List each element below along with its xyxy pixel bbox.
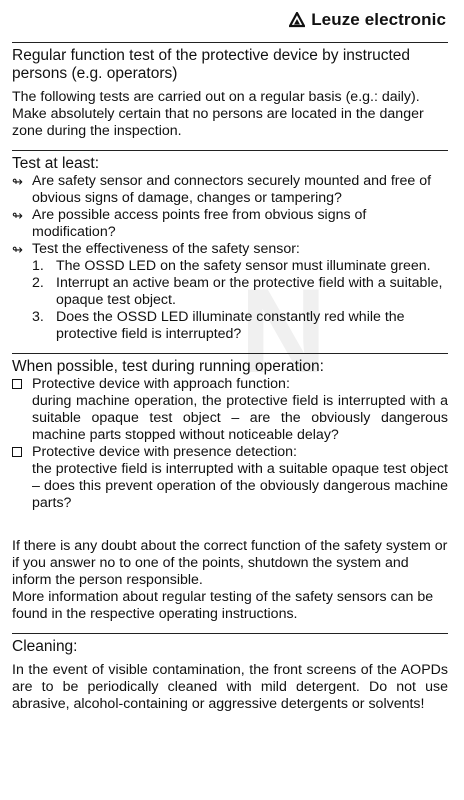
divider-cleaning [12,633,448,634]
running-operation-list [12,376,448,512]
list-item: 1. The OSSD LED on the safety sensor must illuminate green. [32,258,431,274]
watermark: N [240,264,325,398]
arrow-bullet-icon: ↬ [12,208,23,223]
leuze-triangle-logo-icon [289,12,305,28]
list-item: Protective device with presence detection: the protective field is interrupted with a suitable opaque test object – does this prevent operation of the obviously dangerous machine parts? [12,444,448,512]
divider-test-at-least [12,150,448,151]
intro-paragraph: The following tests are carried out on a regular basis (e.g.: daily). Make absolutely certain that no persons are located in the danger zone during the inspection. [12,89,424,139]
list-item: 3. Does the OSSD LED illuminate constantly red while the protective field is interrupted? [32,309,405,342]
test-checklist [12,173,448,258]
document-body [12,42,448,713]
section-title-test-at-least: Test at least: [12,155,100,172]
top-divider [12,42,448,43]
more-info-paragraph: More information about regular testing of the safety sensors can be found in the respective operating instructions. [12,589,434,622]
list-item: 2. Interrupt an active beam or the protective field with a suitable, opaque test object. [32,275,443,308]
section-title-cleaning: Cleaning: [12,638,78,655]
page-header [289,10,446,30]
checkbox-bullet-icon [12,447,22,457]
checkbox-bullet-icon [12,379,22,389]
list-item: Protective device with approach function: during machine operation, the protective field is interrupted with a suitable opaque test object – are the obviously dangerous machine parts stopped without noticeable delay? [12,376,448,444]
divider-running-operation [12,353,448,354]
list-item: ↬ Are safety sensor and connectors securely mounted and free of obvious signs of damage, changes or tampering? [12,173,432,206]
list-item: ↬ Test the effectiveness of the safety sensor: [12,241,300,257]
list-item: ↬ Are possible access points free from obvious signs of modification? [12,207,367,240]
section-title-function-test: Regular function test of the protective device by instructed persons (e.g. operators) [12,47,411,82]
doubt-paragraph: If there is any doubt about the correct function of the safety system or if you answer no to one of the points, shutdown the system and inform the person responsible. [12,538,448,588]
brand-name: Leuze electronic [311,10,446,29]
effectiveness-steps [12,258,448,343]
cleaning-paragraph: In the event of visible contamination, the front screens of the AOPDs are to be periodically cleaned with mild detergent. Do not use abrasive, alcohol-containing or aggressive detergents or solvents! [12,662,448,712]
section-title-running-operation: When possible, test during running operation: [12,358,324,375]
arrow-bullet-icon: ↬ [12,242,23,257]
arrow-bullet-icon: ↬ [12,174,23,189]
